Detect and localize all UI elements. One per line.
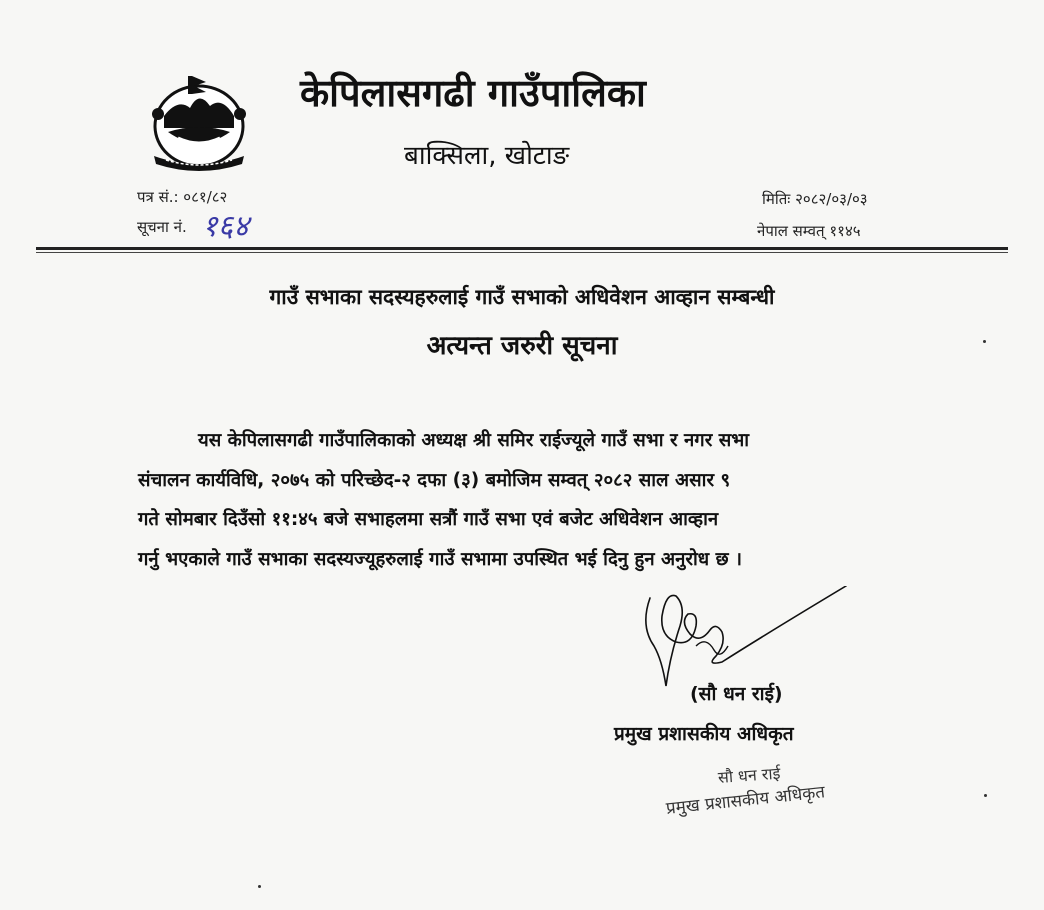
scan-speck — [983, 340, 986, 343]
org-address: बाक्सिला, खोटाङ — [404, 141, 570, 171]
scan-speck — [984, 794, 987, 797]
nepal-era-date: नेपाल सम्वत् ११४५ — [757, 222, 861, 240]
body-line-2: संचालन कार्यविधि, २०७५ को परिच्छेद-२ दफा (३) बमोजिम सम्वत् २०८२ साल असार ९ — [138, 470, 731, 491]
scan-speck — [258, 885, 261, 888]
signatory-name: (सौ धन राई) — [690, 683, 783, 705]
header-divider-thin — [36, 252, 1008, 253]
org-name: केपिलासगढी गाउँपालिका — [300, 71, 646, 115]
body-line-3: गते सोमबार दिउँसो ११:४५ बजे सभाहलमा सत्रौं गाउँ सभा एवं बजेट अधिवेशन आव्हान — [138, 509, 719, 530]
notice-number-handwritten: १६४ — [202, 209, 249, 244]
stamp-title: प्रमुख प्रशासकीय अधिकृत — [665, 782, 826, 819]
date: मितिः २०८२/०३/०३ — [762, 190, 868, 208]
notice-headline: अत्यन्त जरुरी सूचना — [426, 331, 618, 361]
signatory-title: प्रमुख प्रशासकीय अधिकृत — [614, 723, 794, 745]
stamp-name: सौ धन राई — [717, 763, 781, 787]
reference-number: पत्र सं.: ०८१/८२ — [137, 188, 228, 206]
header-divider — [36, 247, 1008, 250]
notice-subject: गाउँ सभाका सदस्यहरुलाई गाउँ सभाको अधिवेशन आव्हान सम्बन्धी — [269, 285, 775, 309]
body-line-4: गर्नु भएकाले गाउँ सभाका सदस्यज्यूहरुलाई गाउँ सभामा उपस्थित भई दिनु हुन अनुरोध छ । — [138, 549, 743, 570]
government-emblem-icon — [138, 68, 260, 176]
body-line-1: यस केपिलासगढी गाउँपालिकाको अध्यक्ष श्री समिर राईज्यूले गाउँ सभा र नगर सभा — [198, 430, 749, 451]
notice-number-label: सूचना नं. — [137, 218, 187, 236]
